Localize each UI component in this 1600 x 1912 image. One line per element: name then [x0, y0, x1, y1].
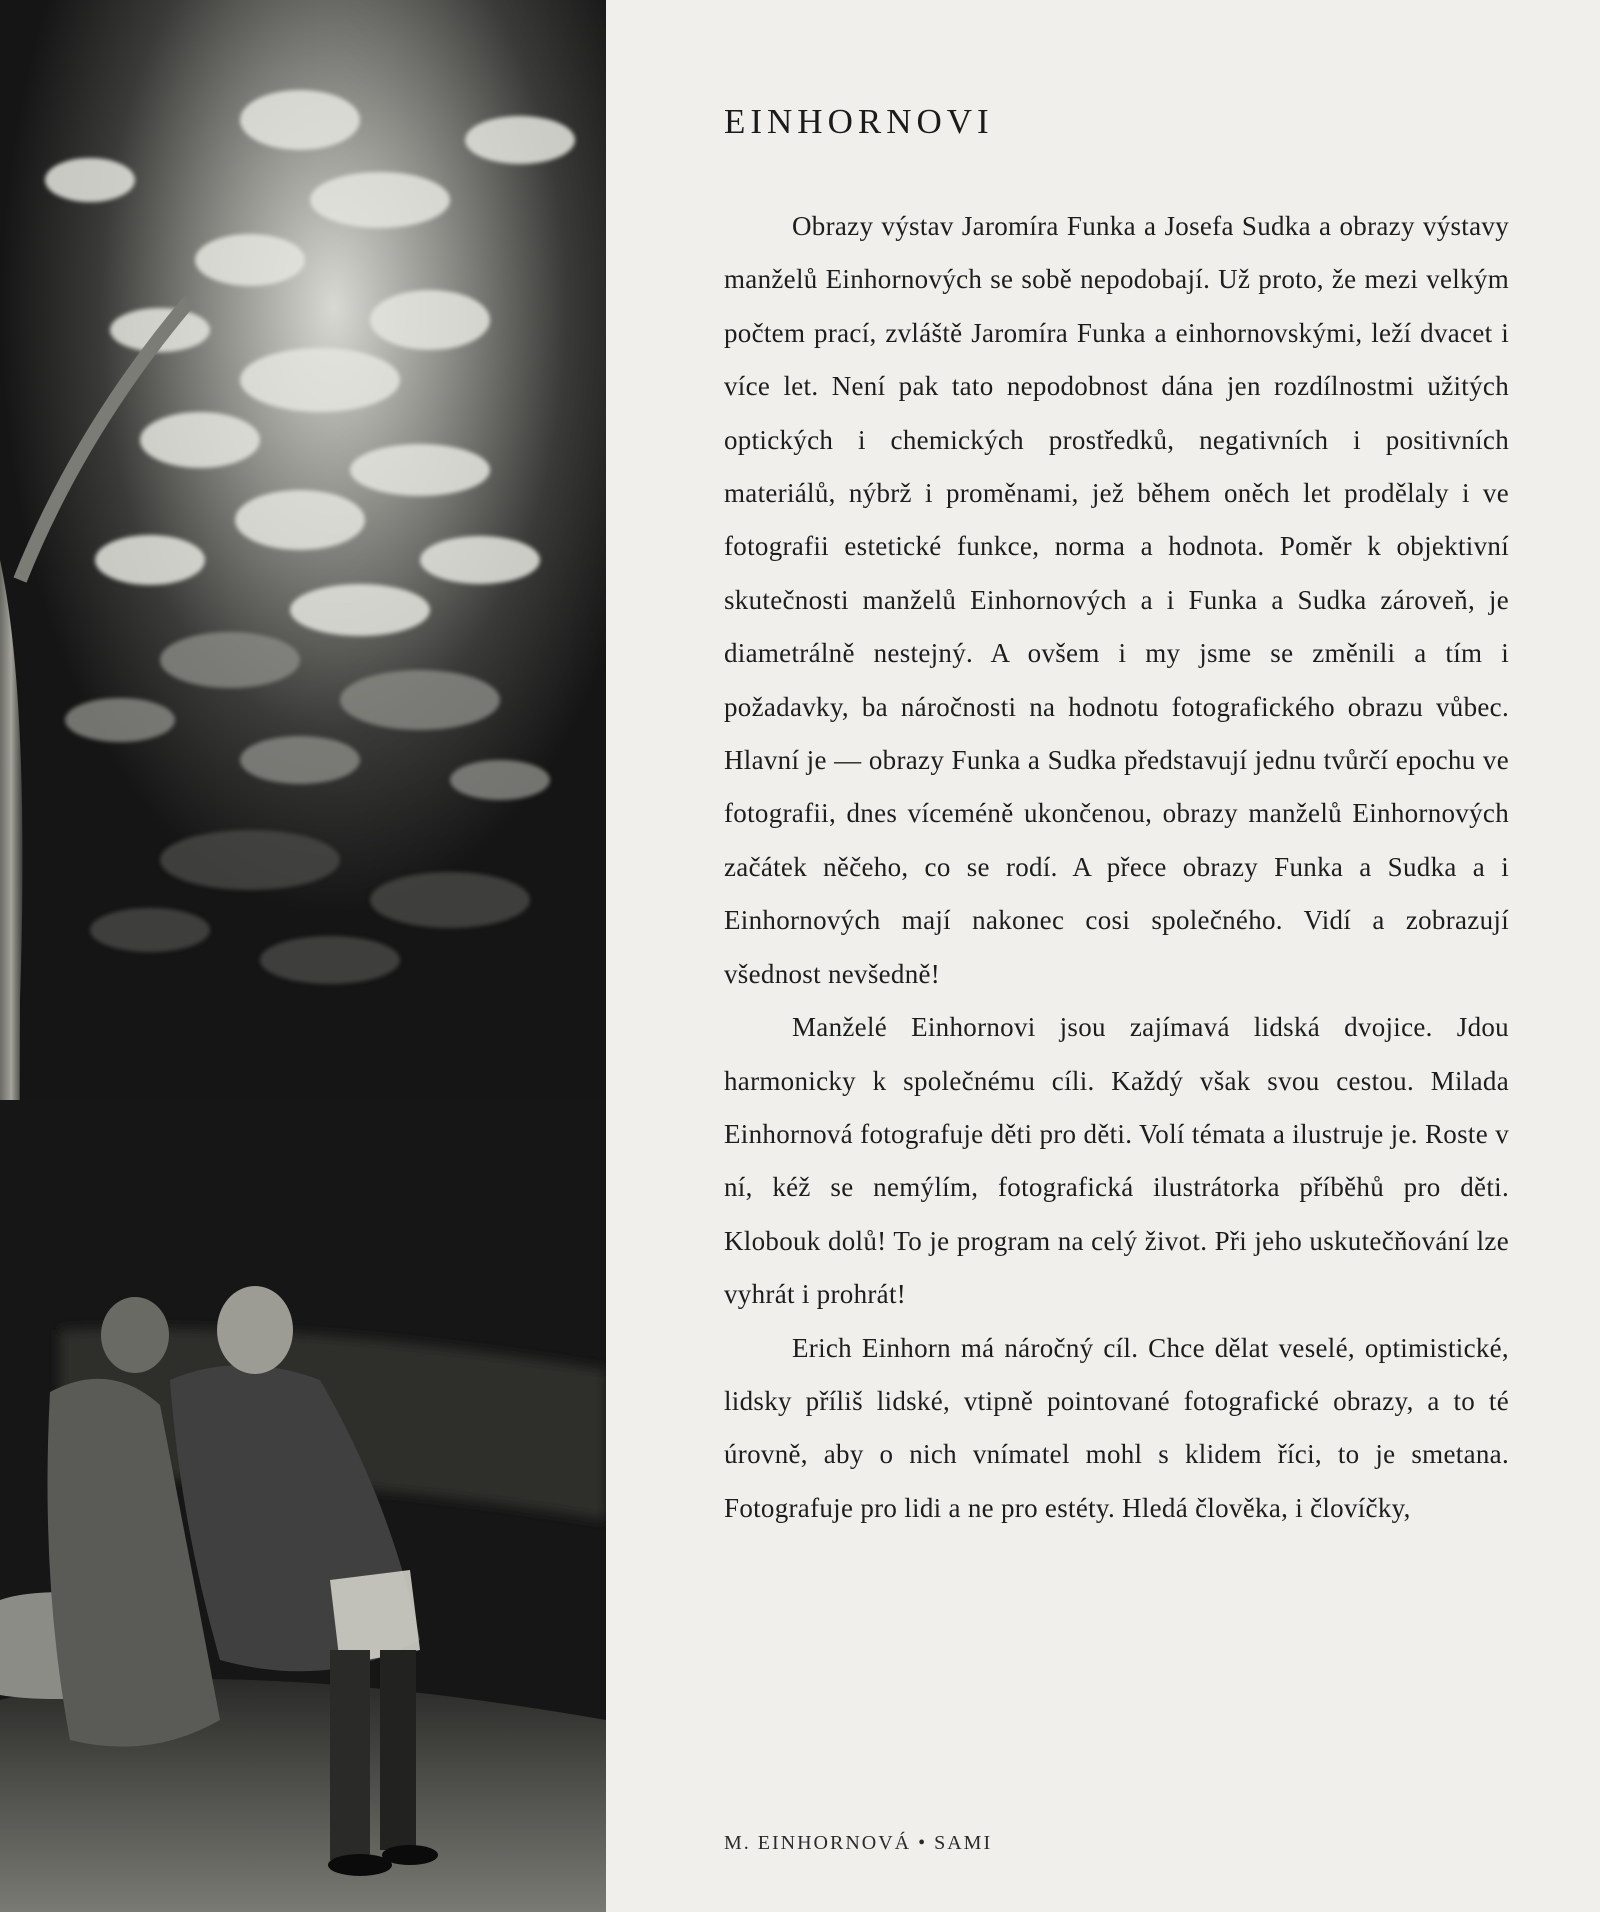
paragraph-1: Obrazy výstav Jaromíra Funka a Josefa Sudka a obrazy výstavy manželů Einhornových se sobě nepodobají. Už proto, že mezi velkým počtem prací, zvláště Jaromíra Funka a einhornovskými, leží dvacet i více let. Není pak tato nepodobnost dána jen rozdílnostmi užitých optických i chemických prostředků, negativních i positivních materiálů, nýbrž i proměnami, jež během oněch let prodělaly i ve fotografii estetické funkce, norma a hodnota. Poměr k objektivní skutečnosti manželů Einhornových a i Funka a Sudka zároveň, je diametrálně nestejný. A ovšem i my jsme se změnili a tím i požadavky, ba náročnosti na hodnotu fotografického obrazu vůbec. Hlavní je — obrazy Funka a Sudka představují jednu tvůrčí epochu ve fotografii, dnes víceméně ukončenou, obrazy manželů Einhornových začátek něčeho, co se rodí. A přece obrazy Funka a Sudka a i Einhornových mají nakonec cosi společného. Vidí a zobrazují všednost nevšedně! — [724, 211, 1509, 989]
photograph-night-park — [0, 0, 606, 1912]
photo-illustration — [0, 0, 606, 1912]
photo-caption: M. EINHORNOVÁ • SAMI — [724, 1832, 993, 1854]
paragraph-2: Manželé Einhornovi jsou zajímavá lidská dvojice. Jdou harmonicky k společnému cíli. Každý však svou cestou. Milada Einhornová fotografuje děti pro děti. Volí témata a ilustruje je. Roste v ní, kéž se nemýlím, fotografická ilustrátorka příběhů pro děti. Klobouk dolů! To je program na celý život. Při jeho uskutečňování lze vyhrát i prohrát! — [724, 1012, 1509, 1310]
paragraph-3: Erich Einhorn má náročný cíl. Chce dělat veselé, optimistické, lidsky příliš lidské, vtipně pointované fotografické obrazy, a to té úrovně, aby o nich vnímatel mohl s klidem říci, to je smetana. Fotografuje pro lidi a ne pro estéty. Hledá člověka, i človíčky, — [724, 1332, 1509, 1523]
article — [724, 0, 1509, 1912]
article-body — [724, 200, 1509, 1535]
article-title: EINHORNOVI — [724, 102, 994, 141]
